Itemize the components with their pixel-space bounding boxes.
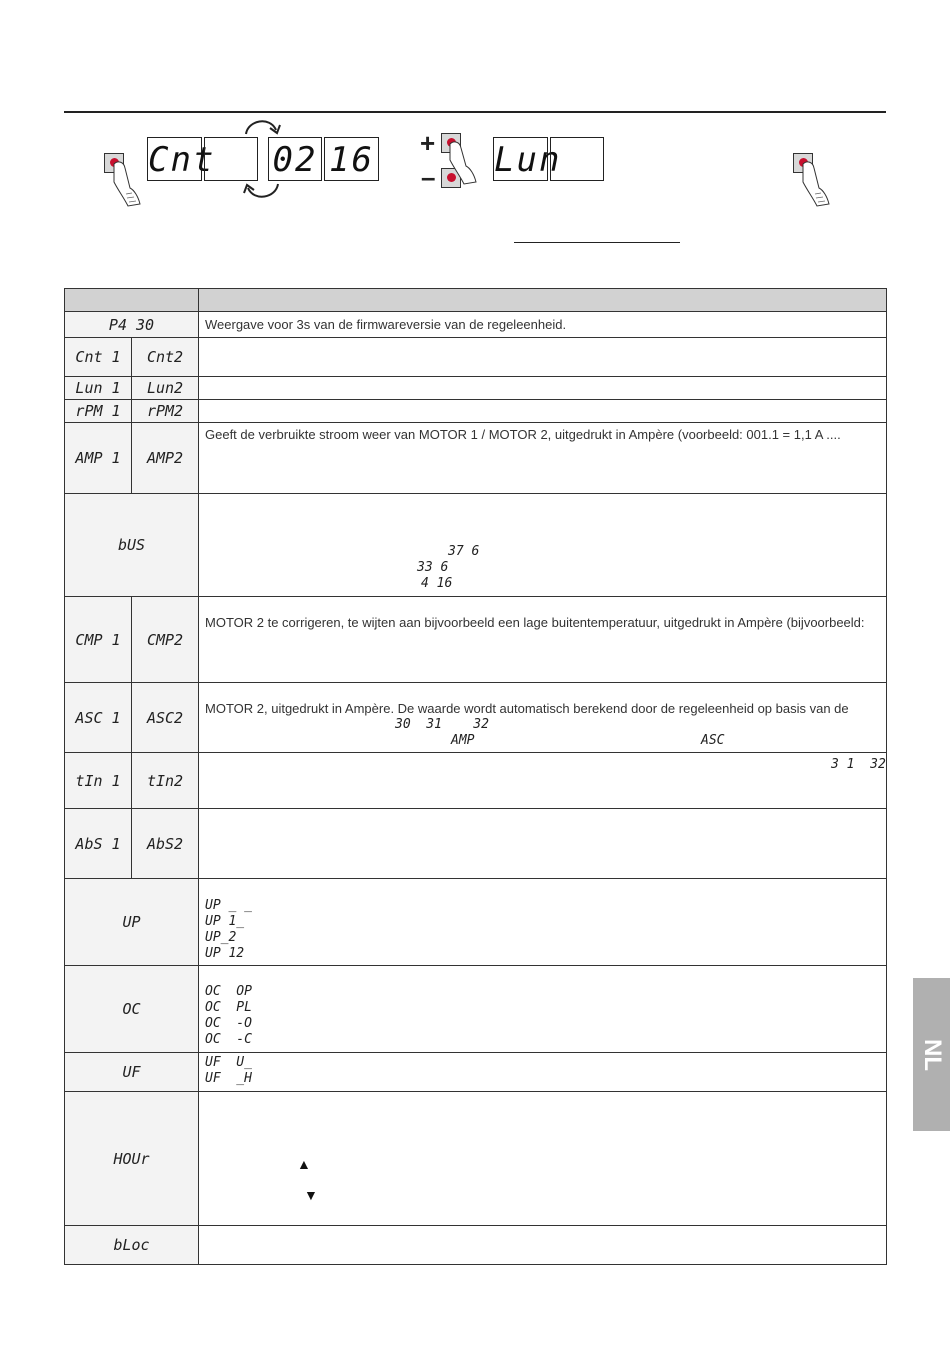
- code-cell: OC: [65, 966, 199, 1053]
- display-digit-02: 02: [268, 137, 322, 181]
- desc-code: OC PL: [205, 1000, 252, 1015]
- desc-line: MOTOR 2 te corrigeren, te wijten aan bijvoorbeeld een lage buitentemperatuur, uitgedrukt in Ampère (bijvoorbeeld:: [205, 615, 865, 630]
- header-cell-desc: [199, 289, 887, 312]
- desc-code: UP _ _: [205, 898, 252, 913]
- desc-code: OC OP: [205, 984, 252, 999]
- arrow-up-icon: ▲: [297, 1156, 311, 1172]
- desc-cell: [199, 312, 887, 338]
- desc-code: ASC: [701, 733, 725, 748]
- code-cell: ASC2: [132, 683, 199, 753]
- desc-cell: [199, 597, 887, 683]
- code-cell: Cnt2: [132, 338, 199, 377]
- desc-cell: [199, 1053, 887, 1092]
- code-cell: tIn2: [132, 753, 199, 809]
- finger-icon: [446, 140, 482, 188]
- table-row: [65, 809, 887, 879]
- finger-icon: [797, 160, 837, 208]
- desc-cell: [199, 753, 887, 809]
- top-rule: [64, 111, 886, 113]
- code-cell: AbS2: [132, 809, 199, 879]
- desc-code: UF _H: [205, 1071, 252, 1086]
- desc-code: OC -C: [205, 1032, 252, 1047]
- desc-code: 4 16: [421, 576, 453, 591]
- desc-code: UP 1_: [205, 914, 245, 929]
- cycle-arrow-bottom-icon: [242, 180, 286, 204]
- display-digit-lun: Lun: [493, 137, 548, 181]
- code-cell: HOUr: [65, 1092, 199, 1226]
- code-cell: Lun2: [132, 377, 199, 400]
- desc-cell: [199, 1092, 887, 1226]
- code-cell: AMP 1: [65, 423, 132, 494]
- desc-code: UP 12: [205, 946, 245, 961]
- table-row: [65, 494, 887, 597]
- code-cell: P4 30: [65, 312, 199, 338]
- desc-code: 37 6: [448, 544, 480, 559]
- desc-cell: [199, 879, 887, 966]
- code-cell: CMP2: [132, 597, 199, 683]
- cycle-arrow-top-icon: [240, 114, 284, 138]
- desc-cell: [199, 1226, 887, 1265]
- minus-sign: –: [421, 162, 436, 192]
- desc-cell: [199, 966, 887, 1053]
- desc-line: Weergave voor 3s van de firmwareversie van de regeleenheid.: [205, 316, 567, 332]
- code-cell: rPM 1: [65, 400, 132, 423]
- desc-line: MOTOR 2, uitgedrukt in Ampère. De waarde wordt automatisch berekend door de regeleenheid op basis van de: [205, 701, 849, 716]
- table-row: [65, 1053, 887, 1092]
- code-cell: Cnt 1: [65, 338, 132, 377]
- table-row: [65, 683, 887, 753]
- desc-cell: [199, 400, 887, 423]
- language-tab: [913, 978, 950, 1131]
- desc-code: UF U_: [205, 1055, 252, 1070]
- table-row: [65, 1226, 887, 1265]
- table-row: [65, 597, 887, 683]
- desc-cell: [199, 809, 887, 879]
- table-row: [65, 1092, 887, 1226]
- display-digit-16: 16: [324, 137, 379, 181]
- desc-cell: [199, 494, 887, 597]
- code-cell: UF: [65, 1053, 199, 1092]
- table-header: [65, 289, 887, 312]
- code-cell: ASC 1: [65, 683, 132, 753]
- table-row: [65, 753, 887, 809]
- desc-code: UP_2: [205, 930, 237, 945]
- arrow-down-icon: ▼: [304, 1187, 318, 1203]
- finger-icon: [108, 160, 148, 208]
- display-digit-blank: [204, 137, 258, 181]
- desc-code: AMP: [451, 733, 475, 748]
- desc-cell: [199, 377, 887, 400]
- table-row: [65, 400, 887, 423]
- table-row: [65, 966, 887, 1053]
- desc-code: 33 6: [417, 560, 449, 575]
- desc-code: OC -O: [205, 1016, 252, 1031]
- display-digit-blank-2: [550, 137, 604, 181]
- code-cell: UP: [65, 879, 199, 966]
- display-digit-cnt: Cnt: [147, 137, 202, 181]
- code-cell: Lun 1: [65, 377, 132, 400]
- table-row: [65, 377, 887, 400]
- plus-sign: +: [420, 128, 436, 158]
- code-cell: CMP 1: [65, 597, 132, 683]
- desc-cell: [199, 683, 887, 753]
- table-row: [65, 879, 887, 966]
- table-row: [65, 423, 887, 494]
- language-tab-label: NL: [918, 1038, 946, 1071]
- underline: [514, 242, 680, 243]
- code-cell: rPM2: [132, 400, 199, 423]
- table-row: [65, 338, 887, 377]
- desc-code: 30 31 32: [395, 717, 489, 732]
- menu-table: [64, 288, 887, 1265]
- table-row: [65, 312, 887, 338]
- header-cell-code: [65, 289, 199, 312]
- desc-line: Geeft de verbruikte stroom weer van MOTOR 1 / MOTOR 2, uitgedrukt in Ampère (voorbeeld: 001.1 = 1,1 A ....: [205, 427, 841, 442]
- code-cell: bUS: [65, 494, 199, 597]
- code-cell: AMP2: [132, 423, 199, 494]
- desc-code: 3 1 32: [831, 757, 886, 772]
- code-cell: bLoc: [65, 1226, 199, 1265]
- desc-cell: [199, 423, 887, 494]
- code-cell: AbS 1: [65, 809, 132, 879]
- desc-cell: [199, 338, 887, 377]
- code-cell: tIn 1: [65, 753, 132, 809]
